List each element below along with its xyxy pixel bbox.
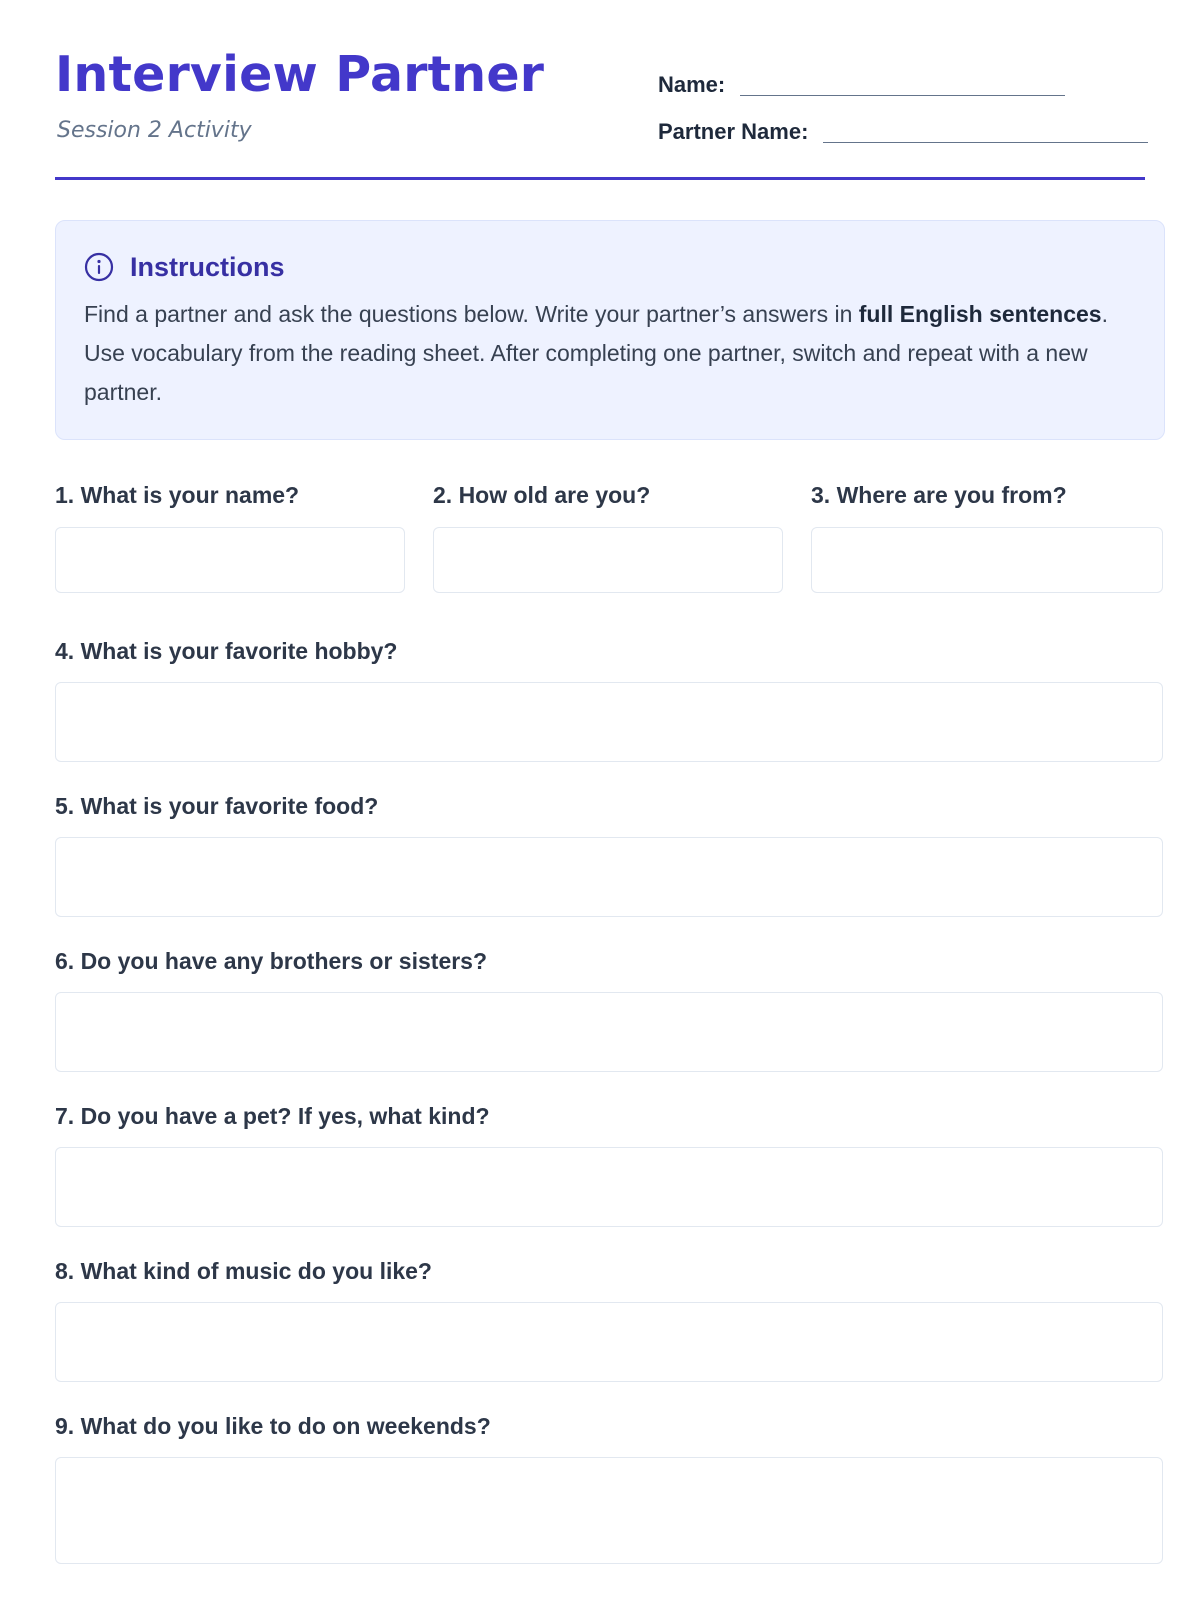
instructions-text-part1: Find a partner and ask the questions below. Write your partner’s answers in bbox=[84, 301, 859, 327]
name-line[interactable] bbox=[740, 70, 1065, 96]
question-1-answer-box[interactable] bbox=[55, 527, 405, 593]
page-title: Interview Partner bbox=[55, 46, 545, 103]
question-4-answer-box[interactable] bbox=[55, 682, 1163, 762]
question-7-label: 7. Do you have a pet? If yes, what kind? bbox=[55, 1103, 490, 1129]
question-9-label: 9. What do you like to do on weekends? bbox=[55, 1413, 491, 1439]
question-7-answer-box[interactable] bbox=[55, 1147, 1163, 1227]
question-2-label: 2. How old are you? bbox=[433, 482, 651, 508]
question-6-label: 6. Do you have any brothers or sisters? bbox=[55, 948, 488, 974]
question-3-label: 3. Where are you from? bbox=[811, 482, 1067, 508]
instructions-text-part2: . Use vocabulary from the reading sheet. After completing one partner, switch and repeat with a new partner. bbox=[84, 301, 1108, 405]
partner-name-field-row bbox=[658, 117, 1148, 143]
info-icon bbox=[84, 252, 114, 282]
question-1-label: 1. What is your name? bbox=[55, 482, 300, 508]
question-5-label: 5. What is your favorite food? bbox=[55, 793, 379, 819]
question-8-label: 8. What kind of music do you like? bbox=[55, 1258, 432, 1284]
name-label: Name: bbox=[658, 72, 726, 97]
question-2-answer-box[interactable] bbox=[433, 527, 783, 593]
question-4-label: 4. What is your favorite hobby? bbox=[55, 638, 398, 664]
question-8-answer-box[interactable] bbox=[55, 1302, 1163, 1382]
instructions-title: Instructions bbox=[130, 251, 285, 282]
partner-name-line[interactable] bbox=[823, 117, 1148, 143]
instructions-header bbox=[84, 249, 1136, 285]
worksheet-header bbox=[55, 0, 1145, 180]
partner-name-label: Partner Name: bbox=[658, 119, 809, 144]
instructions-text-bold: full English sentences bbox=[858, 301, 1102, 327]
instructions-text bbox=[84, 295, 1136, 412]
question-6-answer-box[interactable] bbox=[55, 992, 1163, 1072]
question-3-answer-box[interactable] bbox=[811, 527, 1163, 593]
page-subtitle: Session 2 Activity bbox=[57, 118, 252, 143]
name-field-row bbox=[658, 70, 1065, 96]
question-5-answer-box[interactable] bbox=[55, 837, 1163, 917]
instructions-box bbox=[55, 220, 1165, 440]
question-9-answer-box[interactable] bbox=[55, 1457, 1163, 1564]
